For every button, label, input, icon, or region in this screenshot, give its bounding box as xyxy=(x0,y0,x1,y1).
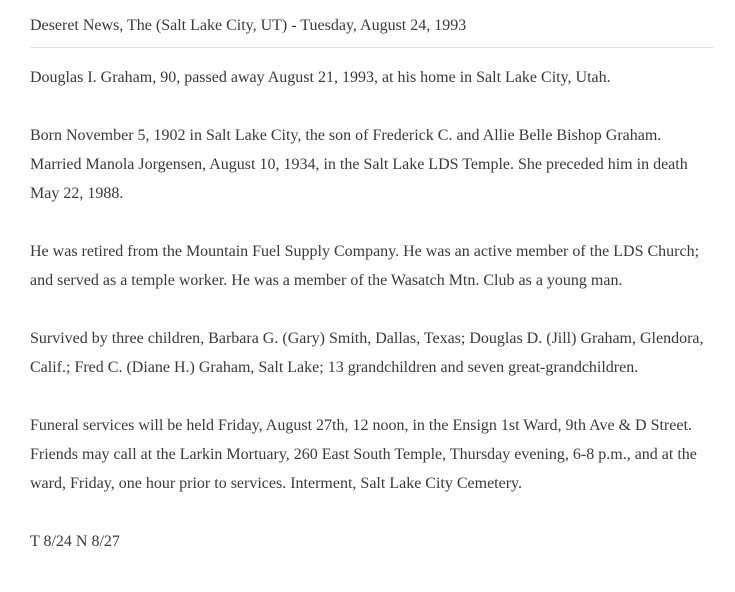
publication-code: T 8/24 N 8/27 xyxy=(30,533,120,550)
header-divider xyxy=(30,47,714,48)
paragraph-career: He was retired from the Mountain Fuel Supply Company. He was an active member of the LDS Church; and served as a temple worker. He was a member of the Wasatch Mtn. Club as a young man. xyxy=(30,243,700,289)
paragraph-birth-marriage: Born November 5, 1902 in Salt Lake City, the son of Frederick C. and Allie Belle Bishop Graham. Married Manola Jorgensen, August 10, 1934, in the Salt Lake LDS Temple. She preceded him in death May 22, 1988. xyxy=(30,127,688,202)
paragraph-survivors: Survived by three children, Barbara G. (Gary) Smith, Dallas, Texas; Douglas D. (Jill) Graham, Glendora, Calif.; Fred C. (Diane H.) Graham, Salt Lake; 13 grandchildren and seven great-grandchildren. xyxy=(30,330,704,376)
paragraph-announcement: Douglas I. Graham, 90, passed away August 21, 1993, at his home in Salt Lake City, Utah. xyxy=(30,69,611,86)
publication-header: Deseret News, The (Salt Lake City, UT) - Tuesday, August 24, 1993 xyxy=(30,17,467,34)
obituary-page xyxy=(30,0,714,550)
obituary-body xyxy=(30,63,714,556)
paragraph-services: Funeral services will be held Friday, August 27th, 12 noon, in the Ensign 1st Ward, 9th Ave & D Street. Friends may call at the Larkin Mortuary, 260 East South Temple, Thursday evening, 6-8 p.m., and at the ward, Friday, one hour prior to services. Interment, Salt Lake City Cemetery. xyxy=(30,417,697,492)
